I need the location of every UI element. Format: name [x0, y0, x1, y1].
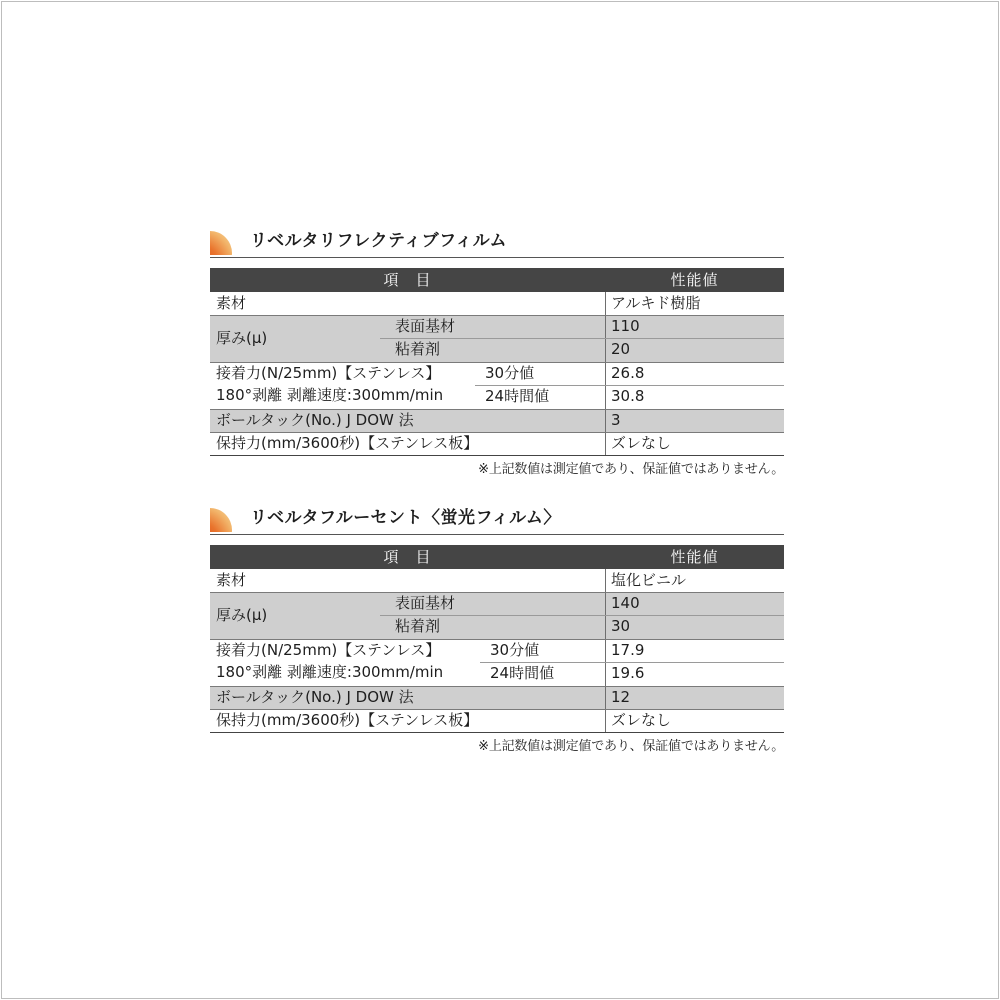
adhesion-24h-value: 19.6 — [605, 662, 784, 686]
balltack-label: ボールタック(No.) J DOW 法 — [210, 409, 605, 432]
row-divider — [210, 686, 784, 687]
thickness-adhesive-label: 粘着剤 — [380, 338, 605, 362]
header-value: 性能値 — [605, 268, 784, 292]
heading-underline — [210, 257, 784, 258]
orange-quarter-circle-icon — [210, 229, 238, 255]
row-divider — [380, 338, 784, 339]
adhesion-30min-label: 30分値 — [480, 639, 605, 662]
table-bottom-rule — [210, 732, 784, 733]
footnote: ※上記数値は測定値であり、保証値ではありません。 — [478, 739, 784, 754]
column-divider — [605, 569, 606, 732]
row-divider — [480, 662, 784, 663]
footnote: ※上記数値は測定値であり、保証値ではありません。 — [478, 462, 784, 477]
thickness-surface-value: 110 — [605, 315, 784, 338]
adhesion-24h-label: 24時間値 — [480, 662, 605, 686]
section-reflective-film — [210, 231, 784, 477]
column-divider — [605, 292, 606, 455]
spec-table — [210, 268, 784, 466]
adhesion-label-line2: 180°剥離 剥離速度:300mm/min — [216, 663, 444, 681]
thickness-label: 厚み(μ) — [210, 315, 380, 362]
row-divider — [475, 385, 784, 386]
thickness-adhesive-label: 粘着剤 — [380, 615, 605, 639]
balltack-value: 3 — [605, 409, 784, 432]
image-frame — [1, 1, 999, 999]
adhesion-30min-value: 26.8 — [605, 362, 784, 385]
adhesion-label — [210, 639, 480, 686]
row-divider — [210, 315, 784, 316]
material-label: 素材 — [210, 569, 605, 592]
holding-value: ズレなし — [605, 709, 784, 732]
adhesion-label-line1: 接着力(N/25mm)【ステンレス】 — [216, 364, 441, 382]
adhesion-30min-label: 30分値 — [475, 362, 605, 385]
material-value: アルキド樹脂 — [605, 292, 784, 315]
thickness-label: 厚み(μ) — [210, 592, 380, 639]
adhesion-label-line2: 180°剥離 剥離速度:300mm/min — [216, 386, 444, 404]
thickness-adhesive-value: 30 — [605, 615, 784, 639]
row-divider — [210, 639, 784, 640]
thickness-surface-value: 140 — [605, 592, 784, 615]
row-divider — [380, 615, 784, 616]
thickness-adhesive-value: 20 — [605, 338, 784, 362]
holding-label: 保持力(mm/3600秒)【ステンレス板】 — [210, 709, 605, 732]
row-divider — [210, 709, 784, 710]
section-heading — [210, 509, 784, 539]
section-fluorescent-film — [210, 508, 784, 754]
orange-quarter-circle-icon — [210, 506, 238, 532]
row-divider — [210, 592, 784, 593]
section-title: リベルタフルーセント〈蛍光フィルム〉 — [250, 508, 561, 528]
material-value: 塩化ビニル — [605, 569, 784, 592]
section-title: リベルタリフレクティブフィルム — [250, 231, 508, 251]
header-item: 項 目 — [210, 268, 605, 292]
adhesion-24h-label: 24時間値 — [475, 385, 605, 409]
thickness-surface-label: 表面基材 — [380, 592, 605, 615]
material-label: 素材 — [210, 292, 605, 315]
balltack-label: ボールタック(No.) J DOW 法 — [210, 686, 605, 709]
header-value: 性能値 — [605, 545, 784, 569]
row-divider — [210, 409, 784, 410]
row-divider — [210, 432, 784, 433]
adhesion-label-line1: 接着力(N/25mm)【ステンレス】 — [216, 641, 441, 659]
holding-label: 保持力(mm/3600秒)【ステンレス板】 — [210, 432, 605, 455]
section-heading — [210, 232, 784, 262]
thickness-surface-label: 表面基材 — [380, 315, 605, 338]
adhesion-24h-value: 30.8 — [605, 385, 784, 409]
table-bottom-rule — [210, 455, 784, 456]
holding-value: ズレなし — [605, 432, 784, 455]
adhesion-label — [210, 362, 475, 409]
heading-underline — [210, 534, 784, 535]
row-divider — [210, 362, 784, 363]
spec-table — [210, 545, 784, 743]
balltack-value: 12 — [605, 686, 784, 709]
header-item: 項 目 — [210, 545, 605, 569]
adhesion-30min-value: 17.9 — [605, 639, 784, 662]
